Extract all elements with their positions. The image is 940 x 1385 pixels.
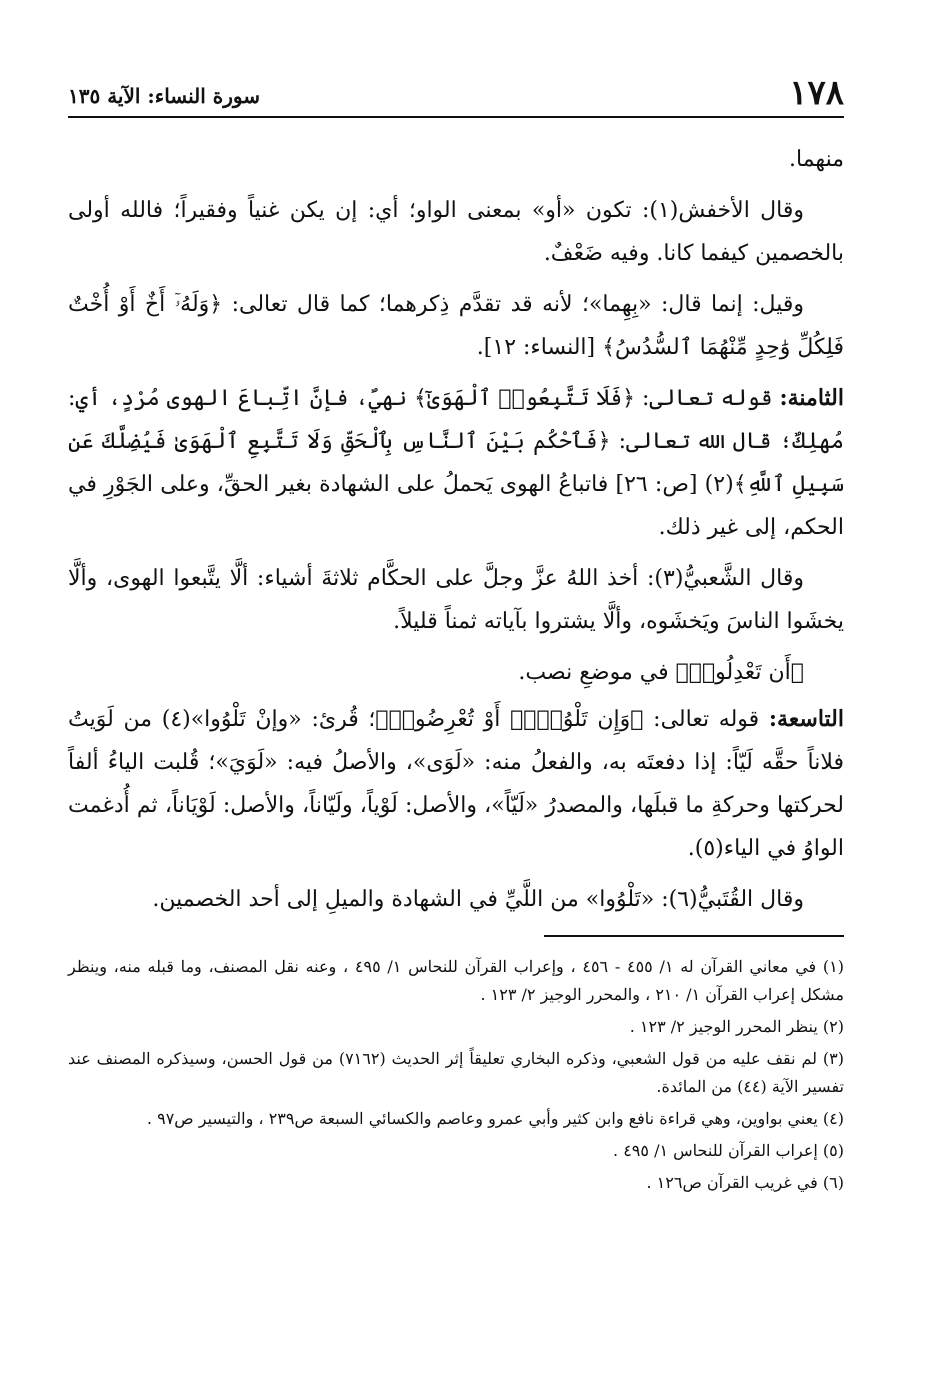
footnote-3: (٣) لم نقف عليه من قول الشعبي، وذكره البخاري تعليقاً إثر الحديث (٧١٦٢) من قول الحسن، وسيذكره المصنف عند تفسير الآية (٤٤) من المائدة.	[68, 1049, 845, 1096]
paragraph-eighth	[68, 377, 844, 549]
footnote-5: (٥) إعراب القرآن للنحاس ١/ ٤٩٥ .	[613, 1141, 844, 1160]
footnote-divider	[544, 935, 844, 937]
section-heading-eighth: الثامنة:	[779, 385, 844, 411]
footnote-2: (٢) ينظر المحرر الوجيز ٢/ ١٢٣ .	[629, 1017, 844, 1036]
book-page	[68, 70, 844, 1201]
paragraph-an-tadilu: ﴿أَن تَعْدِلُوا۟﴾ في موضعِ نصب.	[518, 660, 804, 685]
footnotes	[68, 953, 844, 1197]
footnote-1: (١) في معاني القرآن له ١/ ٤٥٥ - ٤٥٦ ، وإعراب القرآن للنحاس ١/ ٤٩٥ ، وعنه نقل المصنف، وما قبله منه، وينظر مشكل إعراب القرآن ١/ ٢١٠ ، والمحرر الوجيز ٢/ ١٢٣ .	[68, 957, 844, 1004]
main-text	[68, 138, 844, 921]
footnote-6: (٦) في غريب القرآن ص١٢٦ .	[646, 1173, 844, 1192]
paragraph-1: منهما.	[789, 147, 844, 172]
paragraph-ninth-text: قوله تعالى: ﴿وَإِن تَلْوُۥٓا۟ أَوْ تُعْرِضُوا۟﴾؛ قُرئ: «وإنْ تَلْوُوا»(٤) من لَوَيتُ فلاناً حقَّه لَيّاً: إذا دفعتَه به، والفعلُ منه: «لَوَى»، والأصلُ فيه: «لَوَيَ»؛ قُلبت الياءُ ألفاً لحركتها وحركةِ ما قبلَها، والمصدرُ «لَيّاً»، والأصل: لَوْياً، ولَيّاناً، والأصل: لَوْيَاناً، ثم أُدغمت الواوُ في الياء(٥).	[68, 707, 844, 861]
page-number: ١٧٨	[789, 73, 844, 113]
paragraph-ninth	[68, 698, 844, 870]
section-heading-ninth: التاسعة:	[768, 706, 844, 732]
running-title: سورة النساء: الآية ١٣٥	[68, 84, 261, 108]
paragraph-shabi: وقال الشَّعبيُّ(٣): أخذ اللهُ عزَّ وجلَّ على الحكَّام ثلاثةَ أشياء: ألَّا يتَّبعوا الهوى، وألَّا يخشَوا الناسَ ويَخشَوه، وألَّا يشتروا بآياته ثمناً قليلاً.	[68, 566, 844, 634]
paragraph-akhfash: وقال الأخفش(١): تكون «أو» بمعنى الواو؛ أي: إن يكن غنياً وفقيراً؛ فالله أولى بالخصمين كيفما كانا. وفيه ضَعْفٌ.	[68, 198, 844, 266]
paragraph-qutabi: وقال القُتَبيُّ(٦): «تَلْوُوا» من اللَّيِّ في الشهادة والميلِ إلى أحد الخصمين.	[152, 887, 804, 912]
paragraph-eighth-text: قوله تعالى: ﴿فَلَا تَتَّبِعُوا۟ ٱلْهَوَىٰٓ﴾ نهيٌ، فإنَّ اتِّباعَ الهوى مُرْدٍ، أي: مُهلِكٌ؛ قال الله تعالى: ﴿فَٱحْكُم بَيْنَ ٱلنَّاسِ بِٱلْحَقِّ وَلَا تَتَّبِعِ ٱلْهَوَىٰ فَيُضِلَّكَ عَن سَبِيلِ ٱللَّهِ﴾(٢) [ص: ٢٦] فاتباعُ الهوى يَحملُ على الشهادة بغير الحقِّ، وعلى الجَوْرِ في الحكم، إلى غير ذلك.	[68, 386, 845, 540]
paragraph-qila: وقيل: إنما قال: «بِهِما»؛ لأنه قد تقدَّم ذِكرهما؛ كما قال تعالى: ﴿وَلَهُۥٓ أَخٌ أَوْ أُخْتٌ فَلِكُلِّ وَٰحِدٍ مِّنْهُمَا ٱلسُّدُسُ﴾ [النساء: ١٢].	[68, 292, 844, 360]
page-header	[68, 70, 844, 118]
footnote-4: (٤) يعني بواوين، وهي قراءة نافع وابن كثير وأبي عمرو وعاصم والكسائي السبعة ص٢٣٩ ، والتيسير ص٩٧ .	[146, 1109, 844, 1128]
